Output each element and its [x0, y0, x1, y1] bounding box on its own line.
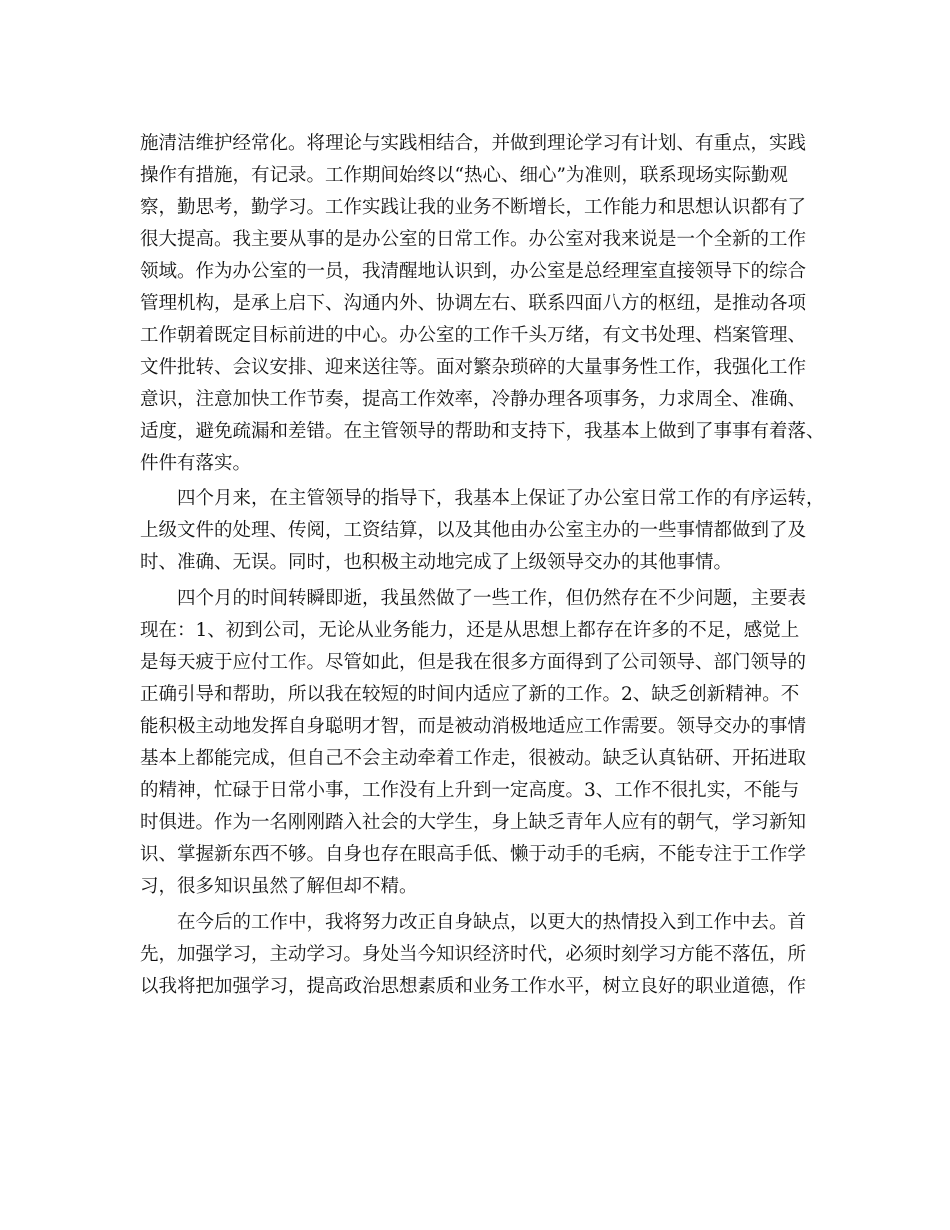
text-line: 文件批转、会议安排、迎来送往等。面对繁杂琐碎的大量事务性工作，我强化工作	[140, 357, 807, 378]
text-line: 意识，注意加快工作节奏，提高工作效率，冷静办理各项事务，力求周全、准确、	[140, 389, 807, 410]
text-line: 的精神，忙碌于日常小事，工作没有上升到一定高度。3、工作不很扎实，不能与	[140, 780, 800, 801]
text-line: 件件有落实。	[140, 453, 252, 474]
text-line: 是每天疲于应付工作。尽管如此，但是我在很多方面得到了公司领导、部门领导的	[140, 652, 807, 673]
text-line: 工作朝着既定目标前进的中心。办公室的工作千头万绪，有文书处理、档案管理、	[140, 325, 807, 346]
text-line: 操作有措施，有记录。工作期间始终以“热心、细心”为准则，联系现场实际勤观	[140, 165, 788, 186]
text-line: 识、掌握新东西不够。自身也存在眼高手低、懒于动手的毛病，不能专注于工作学	[140, 844, 807, 865]
text-line: 上级文件的处理、传阅，工资结算，以及其他由办公室主办的一些事情都做到了及	[140, 520, 807, 541]
text-line: 施清洁维护经常化。将理论与实践相结合，并做到理论学习有计划、有重点，实践	[140, 133, 807, 154]
text-line: 察，勤思考，勤学习。工作实践让我的业务不断增长，工作能力和思想认识都有了	[140, 197, 807, 218]
text-line: 时俱进。作为一名刚刚踏入社会的大学生，身上缺乏青年人应有的朝气，学习新知	[140, 812, 807, 833]
paragraph-first-line: 四个月来，在主管领导的指导下，我基本上保证了办公室日常工作的有序运转，	[177, 488, 825, 509]
text-line: 管理机构，是承上启下、沟通内外、协调左右、联系四面八方的枢纽，是推动各项	[140, 293, 807, 314]
text-line: 现在：1、初到公司，无论从业务能力，还是从思想上都存在许多的不足，感觉上	[140, 620, 800, 641]
text-line: 时、准确、无误。同时，也积极主动地完成了上级领导交办的其他事情。	[140, 552, 733, 573]
text-line: 能积极主动地发挥自身聪明才智，而是被动消极地适应工作需要。领导交办的事情	[140, 716, 807, 737]
text-line: 以我将把加强学习，提高政治思想素质和业务工作水平，树立良好的职业道德，作	[140, 976, 807, 997]
text-line: 正确引导和帮助，所以我在较短的时间内适应了新的工作。2、缺乏创新精神。不	[140, 684, 800, 705]
text-line: 领域。作为办公室的一员，我清醒地认识到，办公室是总经理室直接领导下的综合	[140, 261, 807, 282]
text-line: 先，加强学习，主动学习。身处当今知识经济时代，必须时刻学习方能不落伍，所	[140, 944, 807, 965]
text-line: 基本上都能完成，但自己不会主动牵着工作走，很被动。缺乏认真钻研、开拓进取	[140, 748, 807, 769]
paragraph-first-line: 四个月的时间转瞬即逝，我虽然做了一些工作，但仍然存在不少问题，主要表	[177, 588, 807, 609]
paragraph-first-line: 在今后的工作中，我将努力改正自身缺点，以更大的热情投入到工作中去。首	[177, 912, 807, 933]
text-line: 很大提高。我主要从事的是办公室的日常工作。办公室对我来说是一个全新的工作	[140, 229, 807, 250]
text-line: 习，很多知识虽然了解但却不精。	[140, 876, 418, 897]
text-line: 适度，避免疏漏和差错。在主管领导的帮助和支持下，我基本上做到了事事有着落、	[140, 421, 825, 442]
